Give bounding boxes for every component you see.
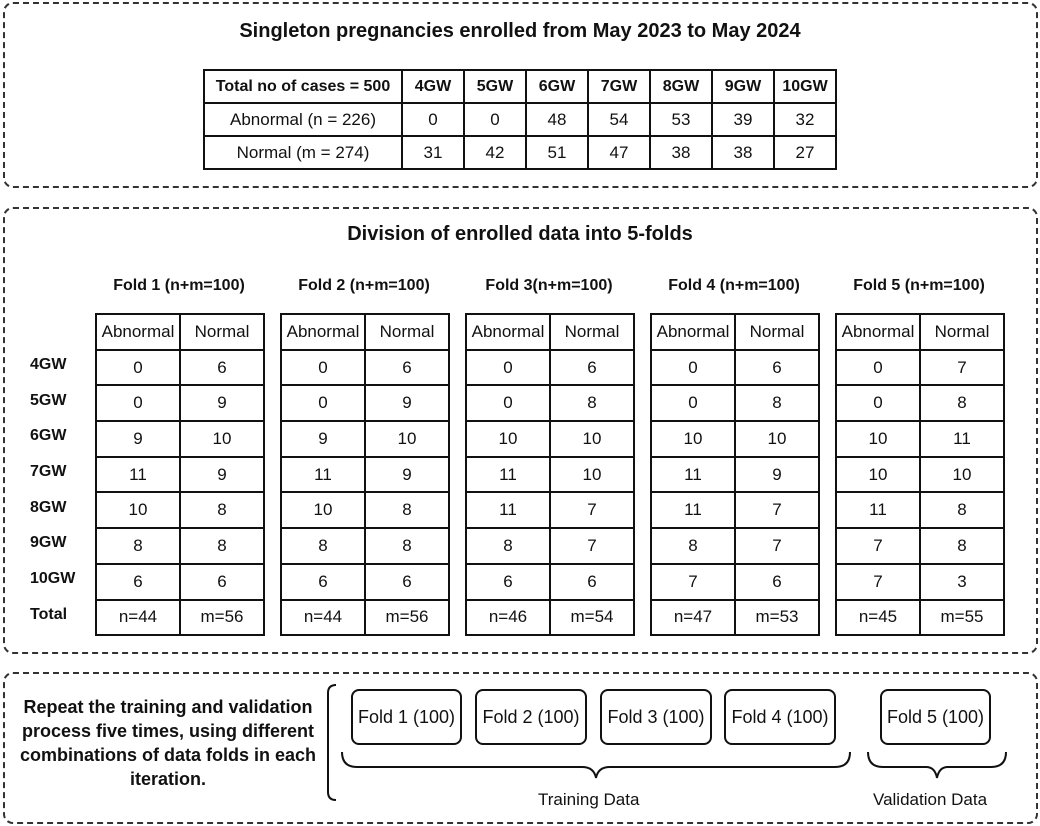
fold-abnormal-cell: 11 bbox=[836, 492, 920, 528]
fold-abnormal-cell: 0 bbox=[836, 385, 920, 421]
fold-normal-cell: 9 bbox=[365, 385, 449, 421]
training-fold-box: Fold 3 (100) bbox=[600, 689, 712, 745]
folds-title: Division of enrolled data into 5-folds bbox=[347, 223, 693, 245]
fold-normal-cell: 6 bbox=[180, 564, 264, 600]
procedure-description: Repeat the training and validation process five times, using different combinations of data folds in each iteration. bbox=[19, 697, 317, 789]
fold-col-header: Normal bbox=[735, 314, 819, 350]
fold-col-header: Abnormal bbox=[651, 314, 735, 350]
training-data-label: Training Data bbox=[538, 790, 640, 809]
summary-header-cell: 6GW bbox=[526, 70, 588, 103]
fold-abnormal-cell: 0 bbox=[281, 385, 365, 421]
summary-row-label: Abnormal (n = 226) bbox=[204, 103, 402, 136]
fold-abnormal-cell: 8 bbox=[651, 528, 735, 564]
row-label: Total bbox=[30, 605, 68, 623]
fold-abnormal-cell: 10 bbox=[651, 421, 735, 457]
fold-abnormal-cell: n=44 bbox=[96, 600, 180, 636]
fold-abnormal-cell: 11 bbox=[651, 457, 735, 493]
fold-normal-cell: 10 bbox=[550, 457, 634, 493]
summary-header-cell: 7GW bbox=[588, 70, 650, 103]
fold-abnormal-cell: n=46 bbox=[466, 600, 550, 636]
fold-abnormal-cell: 11 bbox=[281, 457, 365, 493]
fold-normal-cell: m=53 bbox=[735, 600, 819, 636]
fold-abnormal-cell: 11 bbox=[96, 457, 180, 493]
fold-normal-cell: 6 bbox=[365, 350, 449, 386]
fold-abnormal-cell: 7 bbox=[651, 564, 735, 600]
training-fold-box: Fold 4 (100) bbox=[724, 689, 836, 745]
row-label: 9GW bbox=[30, 534, 67, 552]
fold-col-header: Normal bbox=[180, 314, 264, 350]
summary-cell: 32 bbox=[774, 103, 836, 136]
fold-abnormal-cell: 8 bbox=[466, 528, 550, 564]
fold-normal-cell: m=56 bbox=[180, 600, 264, 636]
fold-normal-cell: 8 bbox=[735, 385, 819, 421]
fold-normal-cell: 9 bbox=[735, 457, 819, 493]
summary-cell: 0 bbox=[402, 103, 464, 136]
summary-cell: 48 bbox=[526, 103, 588, 136]
fold-normal-cell: 6 bbox=[550, 350, 634, 386]
training-brace bbox=[342, 752, 850, 778]
fold-normal-cell: 8 bbox=[180, 528, 264, 564]
validation-data-label: Validation Data bbox=[873, 790, 988, 809]
fold-title: Fold 3(n+m=100) bbox=[485, 277, 613, 294]
fold-abnormal-cell: 11 bbox=[651, 492, 735, 528]
row-label: 6GW bbox=[30, 427, 67, 445]
row-label: 8GW bbox=[30, 498, 67, 516]
summary-cell: 47 bbox=[588, 136, 650, 169]
fold-normal-cell: 10 bbox=[365, 421, 449, 457]
summary-cell: 0 bbox=[464, 103, 526, 136]
summary-cell: 53 bbox=[650, 103, 712, 136]
summary-header-cell: 4GW bbox=[402, 70, 464, 103]
fold-normal-cell: 11 bbox=[920, 421, 1004, 457]
summary-header-cell: 10GW bbox=[774, 70, 836, 103]
fold-col-header: Abnormal bbox=[96, 314, 180, 350]
fold-abnormal-cell: 10 bbox=[836, 421, 920, 457]
fold-abnormal-cell: 0 bbox=[836, 350, 920, 386]
summary-header-cell: 5GW bbox=[464, 70, 526, 103]
row-label: 4GW bbox=[30, 356, 67, 373]
fold-abnormal-cell: n=45 bbox=[836, 600, 920, 636]
fold-abnormal-cell: 0 bbox=[96, 350, 180, 386]
summary-cell: 51 bbox=[526, 136, 588, 169]
fold-normal-cell: 8 bbox=[550, 385, 634, 421]
fold-abnormal-cell: n=44 bbox=[281, 600, 365, 636]
fold-abnormal-cell: 0 bbox=[466, 350, 550, 386]
fold-abnormal-cell: 8 bbox=[281, 528, 365, 564]
validation-brace bbox=[868, 752, 1006, 778]
fold-normal-cell: 6 bbox=[735, 350, 819, 386]
fold-title: Fold 4 (n+m=100) bbox=[668, 277, 800, 294]
fold-abnormal-cell: 0 bbox=[281, 350, 365, 386]
fold-normal-cell: 8 bbox=[920, 528, 1004, 564]
fold-abnormal-cell: 9 bbox=[281, 421, 365, 457]
fold-abnormal-cell: n=47 bbox=[651, 600, 735, 636]
fold-normal-cell: 3 bbox=[920, 564, 1004, 600]
fold-normal-cell: 8 bbox=[365, 528, 449, 564]
fold-abnormal-cell: 6 bbox=[466, 564, 550, 600]
fold-normal-cell: 9 bbox=[180, 457, 264, 493]
fold-normal-cell: 9 bbox=[365, 457, 449, 493]
summary-cell: 54 bbox=[588, 103, 650, 136]
fold-normal-cell: 7 bbox=[550, 492, 634, 528]
fold-col-header: Abnormal bbox=[836, 314, 920, 350]
training-fold-box: Fold 1 (100) bbox=[351, 689, 462, 745]
fold-abnormal-cell: 10 bbox=[836, 457, 920, 493]
validation-fold-box: Fold 5 (100) bbox=[880, 689, 991, 745]
fold-normal-cell: 6 bbox=[180, 350, 264, 386]
fold-abnormal-cell: 0 bbox=[466, 385, 550, 421]
fold-normal-cell: 7 bbox=[550, 528, 634, 564]
fold-normal-cell: 10 bbox=[735, 421, 819, 457]
summary-cell: 31 bbox=[402, 136, 464, 169]
left-bracket bbox=[328, 685, 336, 800]
summary-cell: 38 bbox=[712, 136, 774, 169]
fold-abnormal-cell: 0 bbox=[96, 385, 180, 421]
summary-header-cell: Total no of cases = 500 bbox=[204, 70, 402, 103]
fold-abnormal-cell: 6 bbox=[96, 564, 180, 600]
row-label: 5GW bbox=[30, 391, 67, 409]
fold-normal-cell: m=54 bbox=[550, 600, 634, 636]
fold-col-header: Normal bbox=[365, 314, 449, 350]
fold-col-header: Normal bbox=[920, 314, 1004, 350]
fold-col-header: Abnormal bbox=[466, 314, 550, 350]
summary-cell: 42 bbox=[464, 136, 526, 169]
fold-normal-cell: 8 bbox=[920, 492, 1004, 528]
fold-abnormal-cell: 0 bbox=[651, 385, 735, 421]
fold-abnormal-cell: 6 bbox=[281, 564, 365, 600]
fold-abnormal-cell: 10 bbox=[96, 492, 180, 528]
fold-normal-cell: 7 bbox=[920, 350, 1004, 386]
fold-normal-cell: 10 bbox=[920, 457, 1004, 493]
fold-normal-cell: 10 bbox=[180, 421, 264, 457]
fold-normal-cell: 10 bbox=[550, 421, 634, 457]
fold-normal-cell: 8 bbox=[180, 492, 264, 528]
fold-normal-cell: 6 bbox=[365, 564, 449, 600]
fold-abnormal-cell: 7 bbox=[836, 564, 920, 600]
enrollment-title: Singleton pregnancies enrolled from May 2023 to May 2024 bbox=[239, 20, 801, 42]
fold-normal-cell: m=56 bbox=[365, 600, 449, 636]
fold-abnormal-cell: 9 bbox=[96, 421, 180, 457]
summary-cell: 39 bbox=[712, 103, 774, 136]
fold-col-header: Abnormal bbox=[281, 314, 365, 350]
fold-abnormal-cell: 10 bbox=[466, 421, 550, 457]
fold-title: Fold 5 (n+m=100) bbox=[853, 277, 985, 294]
fold-normal-cell: 8 bbox=[920, 385, 1004, 421]
fold-title: Fold 1 (n+m=100) bbox=[113, 277, 245, 294]
row-label: 10GW bbox=[30, 570, 76, 588]
summary-row-label: Normal (m = 274) bbox=[204, 136, 402, 169]
summary-cell: 38 bbox=[650, 136, 712, 169]
fold-normal-cell: 6 bbox=[550, 564, 634, 600]
fold-normal-cell: 6 bbox=[735, 564, 819, 600]
fold-abnormal-cell: 7 bbox=[836, 528, 920, 564]
fold-abnormal-cell: 11 bbox=[466, 457, 550, 493]
fold-col-header: Normal bbox=[550, 314, 634, 350]
fold-normal-cell: 7 bbox=[735, 528, 819, 564]
row-label: 7GW bbox=[30, 463, 67, 481]
fold-normal-cell: 8 bbox=[365, 492, 449, 528]
summary-header-cell: 9GW bbox=[712, 70, 774, 103]
summary-header-cell: 8GW bbox=[650, 70, 712, 103]
fold-abnormal-cell: 0 bbox=[651, 350, 735, 386]
fold-normal-cell: 9 bbox=[180, 385, 264, 421]
fold-abnormal-cell: 8 bbox=[96, 528, 180, 564]
fold-normal-cell: m=55 bbox=[920, 600, 1004, 636]
fold-title: Fold 2 (n+m=100) bbox=[298, 277, 430, 294]
training-fold-box: Fold 2 (100) bbox=[475, 689, 587, 745]
fold-abnormal-cell: 10 bbox=[281, 492, 365, 528]
fold-normal-cell: 7 bbox=[735, 492, 819, 528]
summary-cell: 27 bbox=[774, 136, 836, 169]
fold-abnormal-cell: 11 bbox=[466, 492, 550, 528]
